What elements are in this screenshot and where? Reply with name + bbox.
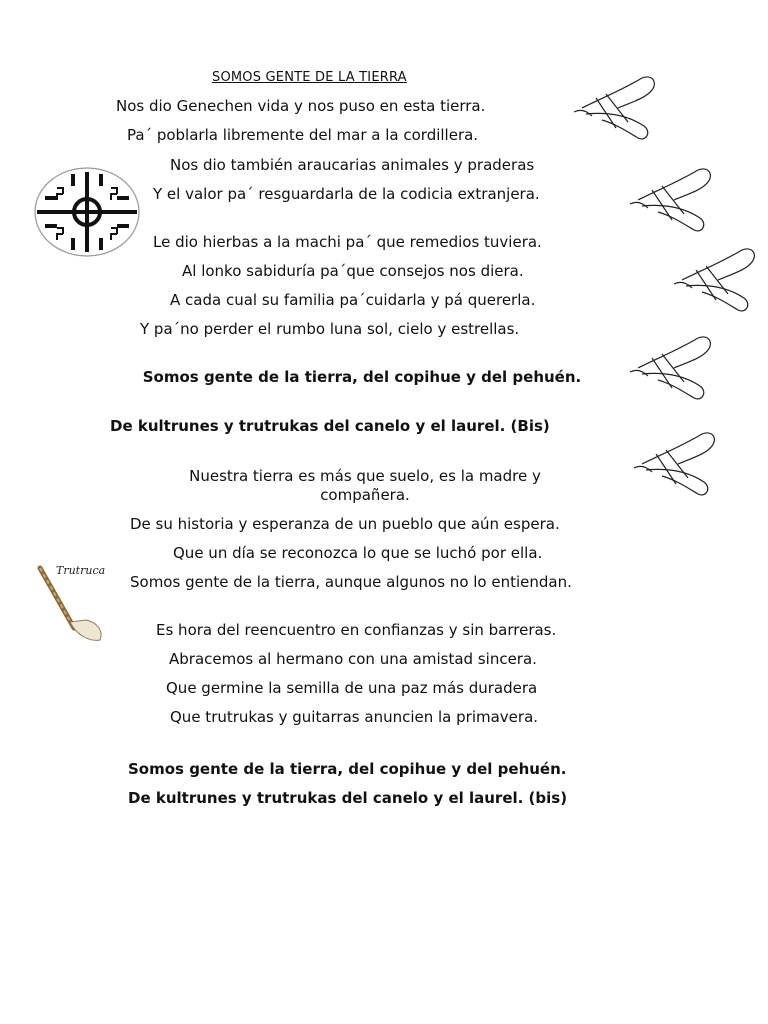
verse-4-line-3: Que germine la semilla de una paz más duradera — [166, 679, 538, 697]
verse-2-line-1: Le dio hierbas a la machi pa´ que remedios tuviera. — [153, 233, 542, 251]
copihue-flower-icon — [628, 160, 720, 240]
trutruca-icon — [30, 560, 108, 650]
verse-1-line-2: Pa´ poblarla libremente del mar a la cordillera. — [127, 126, 479, 144]
chorus-2-line-2: De kultrunes y trutrukas del canelo y el laurel. (bis) — [128, 789, 568, 807]
verse-3-line-3: Que un día se reconozca lo que se luchó por ella. — [173, 544, 543, 562]
copihue-flower-icon — [632, 424, 724, 504]
copihue-flower-icon — [572, 68, 664, 148]
verse-2-line-3: A cada cual su familia pa´cuidarla y pá quererla. — [170, 291, 536, 309]
chorus-2-line-1: Somos gente de la tierra, del copihue y del pehuén. — [128, 760, 567, 778]
verse-3-line-1: Nuestra tierra es más que suelo, es la madre y compañera. — [189, 467, 541, 504]
chorus-1-line-2: De kultrunes y trutrukas del canelo y el laurel. (Bis) — [110, 417, 550, 435]
trutruca-label: Trutruca — [56, 564, 106, 577]
kultrun-symbol-icon — [33, 166, 141, 258]
chorus-1-line-1: Somos gente de la tierra, del copihue y del pehuén. — [142, 368, 582, 386]
copihue-flower-icon — [628, 328, 720, 408]
verse-3-line-2: De su historia y esperanza de un pueblo que aún espera. — [130, 515, 560, 533]
verse-1-line-1: Nos dio Genechen vida y nos puso en esta tierra. — [116, 97, 486, 115]
verse-3-line-4: Somos gente de la tierra, aunque algunos no lo entiendan. — [130, 573, 572, 591]
song-title: SOMOS GENTE DE LA TIERRA — [212, 70, 407, 85]
copihue-flower-icon — [672, 240, 764, 320]
verse-4-line-4: Que trutrukas y guitarras anuncien la primavera. — [170, 708, 539, 726]
verse-4-line-2: Abracemos al hermano con una amistad sincera. — [169, 650, 537, 668]
verse-1-line-4: Y el valor pa´ resguardarla de la codicia extranjera. — [153, 185, 540, 203]
verse-2-line-4: Y pa´no perder el rumbo luna sol, cielo y estrellas. — [140, 320, 520, 338]
verse-2-line-2: Al lonko sabiduría pa´que consejos nos diera. — [182, 262, 524, 280]
verse-4-line-1: Es hora del reencuentro en confianzas y sin barreras. — [156, 621, 557, 639]
verse-1-line-3: Nos dio también araucarias animales y praderas — [170, 156, 535, 174]
